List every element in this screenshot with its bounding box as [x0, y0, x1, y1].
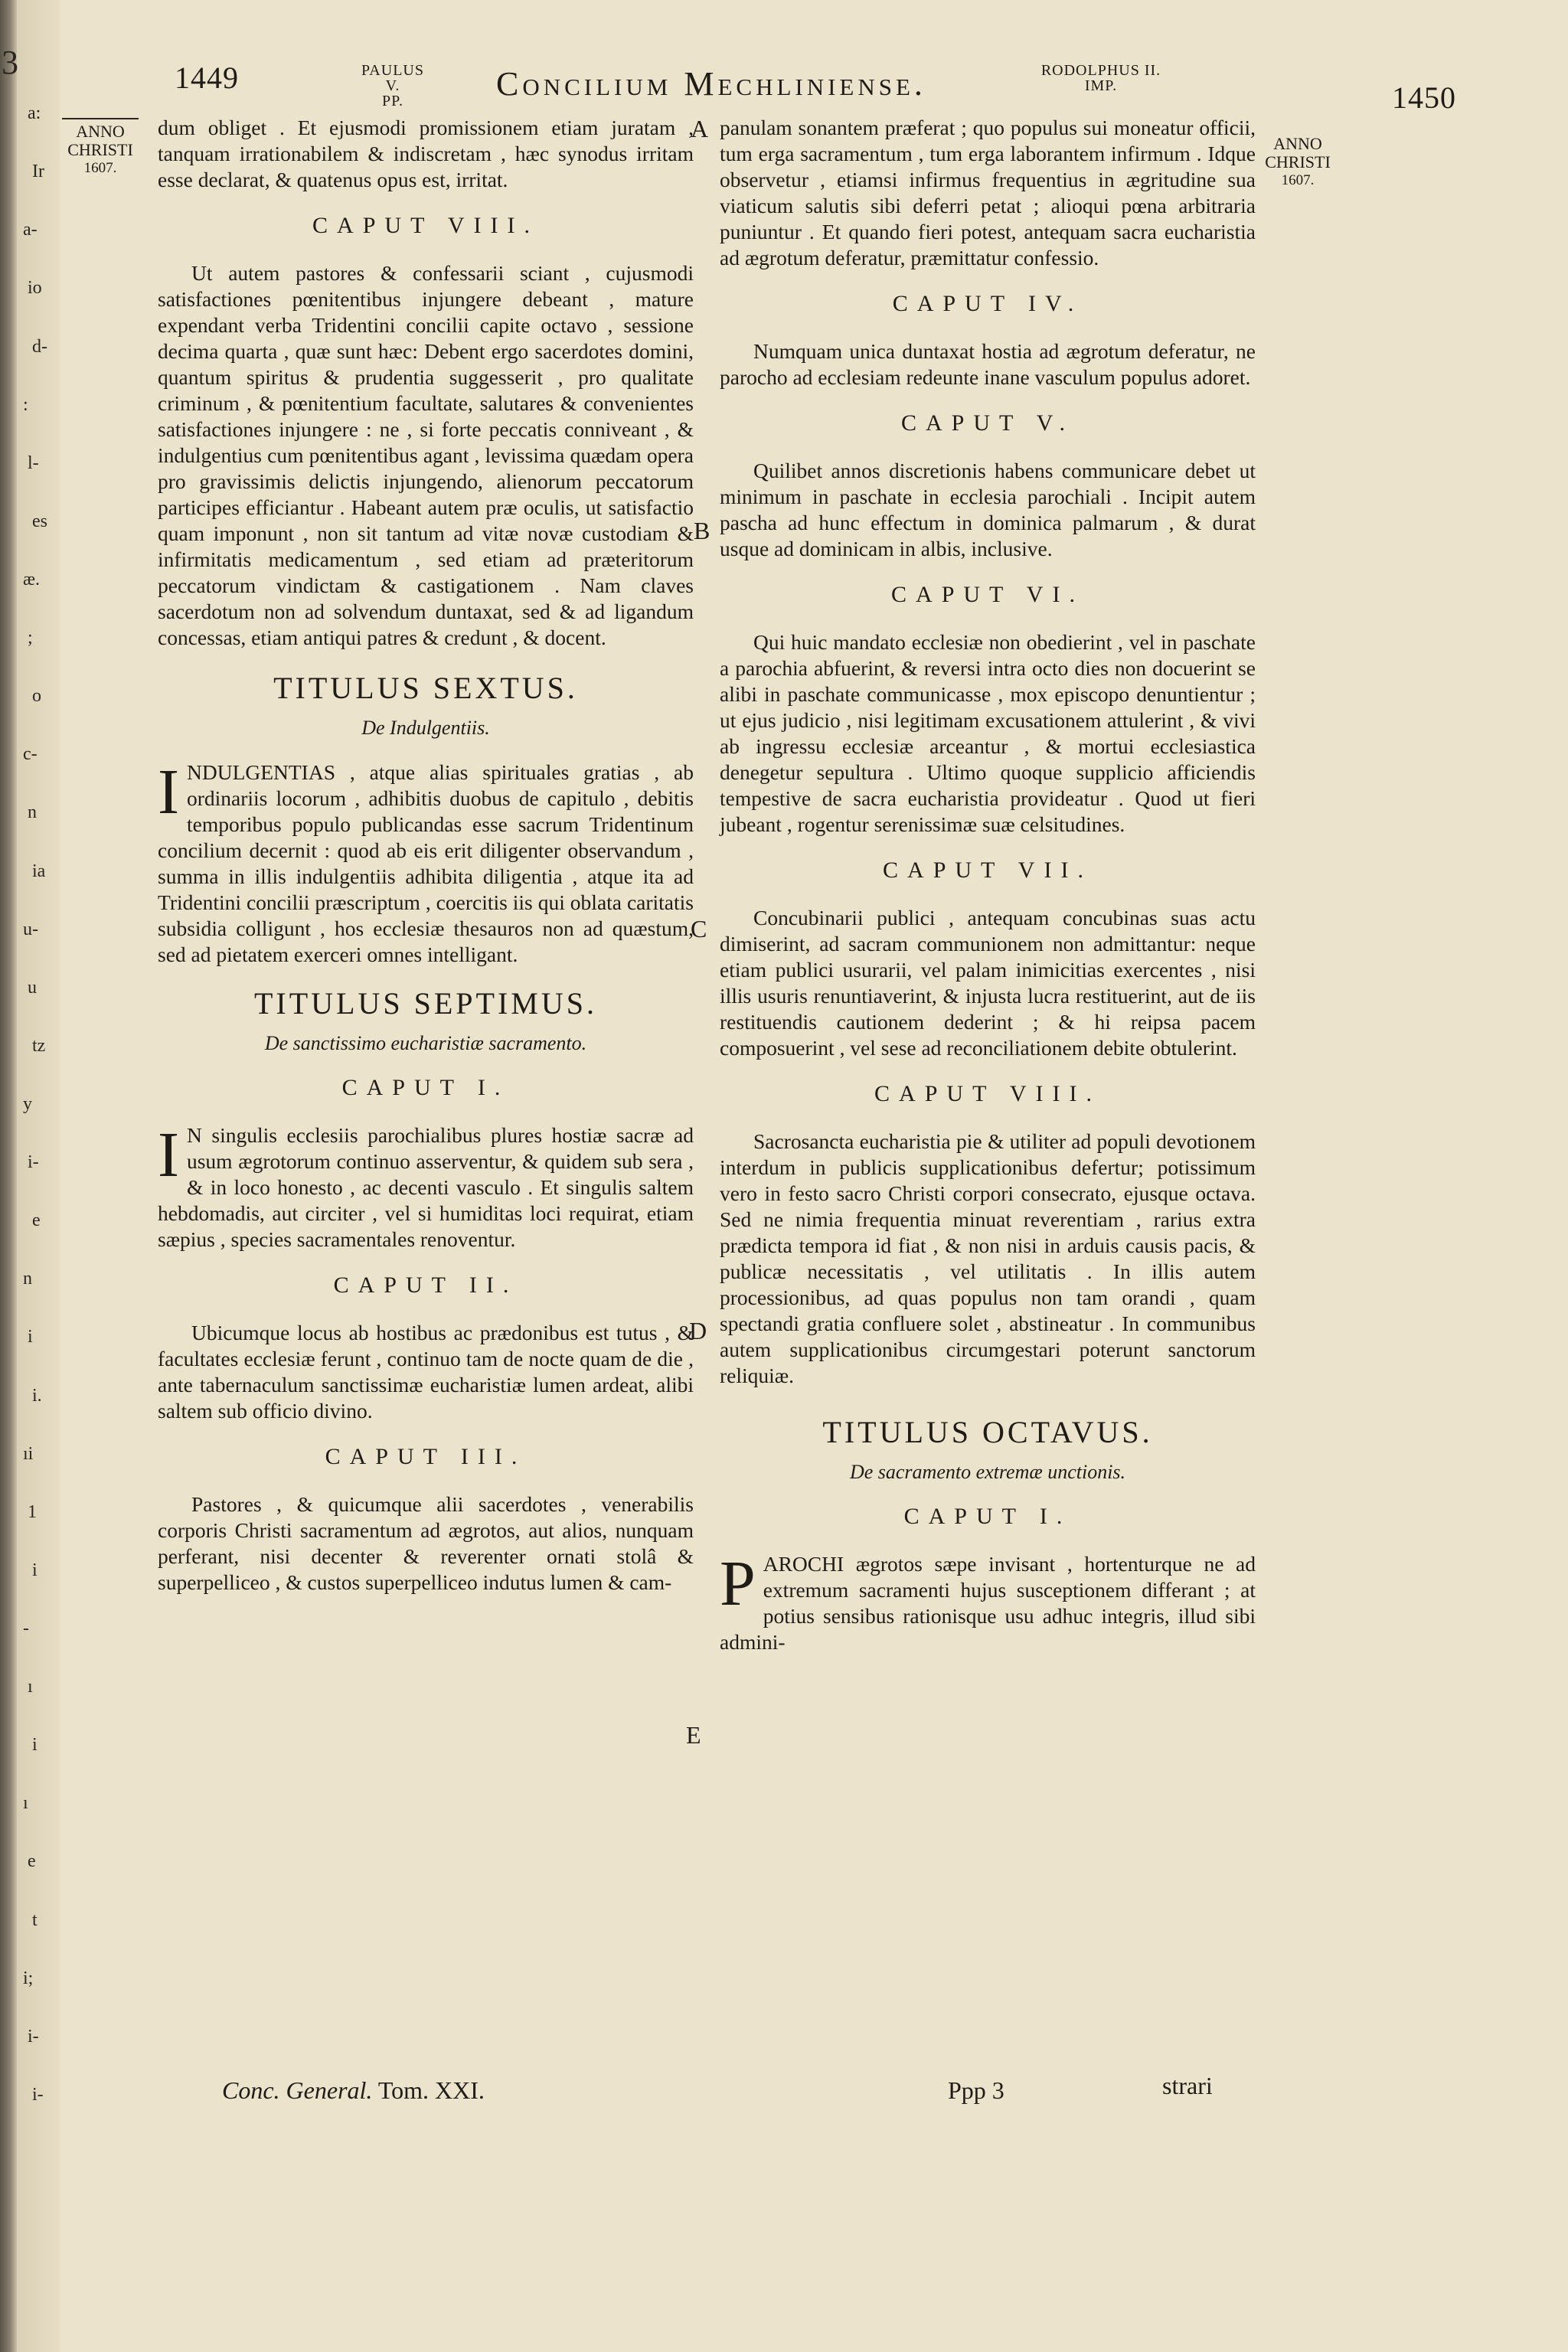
left-opening-paragraph: dum obliget . Et ejusmodi promissionem etiam juratam , tanquam irrationabilem & indiscretam , hæc synodus irritam esse declarat, & quatenus opus est, irritat. [158, 116, 694, 191]
right-caput1-heading: CAPUT I. [903, 1504, 1072, 1529]
previous-page-fragment: æ. [23, 570, 41, 590]
previous-page-fragment: o [32, 686, 41, 707]
previous-page-fragment: i [32, 1560, 38, 1580]
left-caput2-text: Ubicumque locus ab hostibus ac prædonibus est tutus , & facultates ecclesiæ ferunt , continuo tam de nocte quam de die , ante tabernaculum sanctissimæ eucharistiæ lumen ardeat, alibi saltem sub officio divino. [158, 1321, 694, 1423]
previous-page-fragment: i- [28, 1152, 39, 1173]
running-title: Concilium Mechliniense. [496, 65, 926, 103]
titulus-sextus-subtitle: De Indulgentiis. [361, 717, 490, 739]
previous-page-fragment: u- [23, 919, 38, 939]
left-caput3-text: Pastores , & quicumque alii sacerdotes , venerabilis corporis Christi sacramentum ad ægrotos, aut alios, nunquam perferant, nisi decenter & reverenter ornati stolâ & superpelliceo , & custos superpelliceo indutus lumen & cam- [158, 1492, 694, 1594]
book-binding-edge [0, 0, 17, 2352]
right-caput1-paragraph: PAROCHI ægrotos sæpe invisant , hortenturque ne ad extremum sacramenti hujus susceptionem differant ; at potius sensibus rationisque usu adhuc integris, illud sibi admini- [720, 1548, 1256, 1654]
previous-page-fragment: i [32, 1735, 38, 1756]
page-number-left: 1449 [175, 60, 239, 95]
right-caput8-text: Sacrosancta eucharistia pie & utiliter ad populi devotionem interdum in publicis supplicationibus defertur; potissimum vero in festo sacro Christi corpori consecrato, ejusque octava. Sed ne nimia frequentia minuat reverentiam , rarius extra prædicta tempora id fiat , & non nisi in arduis causis pacis, & publicæ necessitatis , vel utilitatis . In illis autem processionibus, ad quas populus non tam orandi , quam spectandi gratia confluere solet , abstineatur . In communibus autem supplicationibus circumgestari poterunt sanctorum reliquiæ. [720, 1129, 1256, 1387]
right-caput6-heading: CAPUT VI. [891, 582, 1084, 607]
previous-page-fragment: y [23, 1094, 32, 1114]
titulus-sextus-paragraph: INDULGENTIAS , atque alias spirituales gratias , ab ordinariis locorum , adhibitis duobus de capitulo , debitis temporibus populo publicandas esse sacrum Tridentinum concilium decernit : quod ab eis erit diligenter observandum , summa in illis indulgentiis adhibita diligentia , atque ita ad Tridentini concilii præscriptum , coercitis iis qui oblata caritatis subsidia colligunt , hos ecclesiæ thesauros non ad quæstum, sed ad pietatem exerceri omnes intelligant. [158, 756, 694, 966]
previous-page-fragment: i [28, 1327, 33, 1348]
margin-letter-a: A [691, 115, 709, 142]
left-caput2-heading: CAPUT II. [333, 1272, 518, 1298]
previous-page-fragment: i- [32, 2084, 44, 2105]
right-caput4-heading: CAPUT IV. [892, 291, 1083, 316]
previous-page-fragment: ; [28, 628, 33, 648]
previous-page-fragment: u [28, 977, 37, 998]
emperor-label [1032, 63, 1170, 93]
signature-tome: Tom. XXI. [377, 2076, 485, 2104]
previous-page-fragment: ia [32, 861, 46, 881]
drop-cap-i: I [158, 756, 179, 828]
previous-page-fragment: e [28, 1851, 36, 1872]
emperor-abbr: IMP. [1084, 77, 1118, 94]
previous-page-fragment: - [23, 1619, 29, 1638]
margin-letter-b: B [694, 517, 710, 544]
right-caput7-heading: CAPUT VII. [883, 858, 1093, 883]
previous-page-fragment: ı [28, 1677, 33, 1697]
pope-name: PAULUS V. [361, 62, 424, 94]
previous-page-fragment: io [28, 278, 42, 299]
drop-cap-i-2: I [158, 1119, 179, 1191]
previous-page-fragment: l- [28, 452, 39, 473]
right-opening-paragraph: panulam sonantem præferat ; quo populus sui moneatur officii, tum erga sacramentum , tum erga laborantem infirmum . Idque observetur , etiamsi infirmus frequentius in ægritudine sua viaticum salutis sibi deferri petat ; alioqui pœna arbitraria puniuntur . Et quando fieri potest, antequam sacra eucharistia ad ægrotum deferatur, præmittatur confessio. [720, 116, 1256, 270]
previous-page-fragment: i; [23, 1968, 34, 1988]
previous-page-fragment: n [23, 1269, 32, 1289]
left-caput8-heading: CAPUT VIII. [312, 213, 539, 238]
previous-page-fragment: e [32, 1210, 41, 1231]
catchword: strari [1162, 2072, 1213, 2099]
margin-letter-d: D [689, 1317, 707, 1344]
previous-page-fragment: es [32, 511, 47, 531]
right-caput5-heading: CAPUT V. [900, 410, 1075, 436]
previous-page-fragment: tz [32, 1035, 46, 1056]
right-caput6-text: Qui huic mandato ecclesiæ non obedierint , vel in paschate a parochia abfuerint, & reversi intra octo dies non docuerint se alibi in paschate communicasse , mox episcopo denuntientur ; ut ejus judicio , nisi legitimam excusationem attulerint , & vivi ab ingressu ecclesiæ arceantur , & mortui ecclesiastica denegetur sepultura . Ultimo quoque supplicio afficiendis tempestive de sacra eucharistia provideatur . Quod ut fieri jubeant , rogentur serenissimæ suæ celsitudines. [720, 630, 1256, 836]
previous-page-fragment: d- [32, 336, 47, 357]
signature-italic: Conc. General. [222, 2076, 373, 2104]
previous-page-fragment: n [28, 802, 37, 823]
drop-cap-p: P [720, 1548, 756, 1619]
pope-abbr: PP. [381, 93, 404, 109]
anno-note-right: ANNO CHRISTI 1607. [1265, 134, 1331, 188]
margin-letter-e: E [686, 1721, 701, 1749]
previous-page-fragment: 1 [28, 1501, 37, 1522]
left-caput3-heading: CAPUT III. [325, 1444, 527, 1469]
previous-page-fragment: : [23, 394, 28, 415]
titulus-sextus-heading: TITULUS SEXTUS. [273, 671, 578, 705]
previous-page-fragment: i. [32, 1385, 42, 1406]
right-column [720, 115, 1256, 1655]
signature-mark: Ppp 3 [948, 2076, 1004, 2104]
signature-line [222, 2076, 485, 2105]
titulus-octavus-subtitle: De sacramento extremæ unctionis. [849, 1461, 1126, 1483]
page-number-right: 1450 [1392, 80, 1456, 115]
titulus-septimus-subtitle: De sanctissimo eucharistiæ sacramento. [264, 1032, 587, 1054]
left-column [158, 115, 694, 1596]
left-caput8-text: Ut autem pastores & confessarii sciant , cujusmodi satisfactiones pœnitentibus injungere debeant , mature expendant verba Tridentini concilii capite octavo , sessione decima quarta , quæ sunt hæc: Debent ergo sacerdotes domini, quantum spiritus & prudentia suggesserit , pro qualitate criminum , & pœnitentium facultate, salutares & convenientes satisfactiones injungere : ne , si forte peccatis conniveant , & indulgentius cum pœnitentibus agant , levissima quædam opera pro gravissimis delictis injungendo, alienorum peccatorum participes efficiantur . Habeant autem præ oculis, ut satisfactio quam imponunt , non sit tantum ad vitæ novæ custodiam & infirmitatis medicamentum , sed etiam ad præteritorum peccatorum vindictam & castigationem . Nam claves sacerdotum non ad solvendum duntaxat, sed & ad ligandum concessas, etiam antiqui patres & credunt , & docent. [158, 261, 694, 649]
right-caput4-text: Numquam unica duntaxat hostia ad ægrotum deferatur, ne parocho ad ecclesiam redeunte inane vasculum populus adoret. [720, 339, 1256, 389]
emperor-name: RODOLPHUS II. [1040, 62, 1161, 79]
previous-page-fragment: t [32, 1909, 38, 1930]
previous-page-fragment: Ir [32, 162, 44, 182]
previous-page-fragment: ıi [23, 1443, 34, 1464]
titulus-septimus-heading: TITULUS SEPTIMUS. [253, 986, 598, 1021]
left-caput1-paragraph: I N singulis ecclesiis parochialibus plures hostiæ sacræ ad usum ægrotorum continuo asserventur, & quidem sub sera , & in loco honesto , ac decenti vasculo . Et singulis saltem hebdomadis, aut circiter , vel si humiditas loci requirat, etiam sæpius , species sacramentales renoventur. [158, 1119, 694, 1251]
right-caput5-text: Quilibet annos discretionis habens communicare debet ut minimum in paschate in ecclesia parochiali . Incipit autem pascha ad hunc effectum in dominica palmarum , & durat usque ad dominicam in albis, inclusive. [720, 459, 1256, 560]
right-caput8-heading: CAPUT VIII. [874, 1081, 1101, 1106]
titulus-octavus-heading: TITULUS OCTAVUS. [822, 1415, 1153, 1449]
previous-page-fragment: a: [28, 103, 41, 124]
previous-page-fragment: i- [28, 2026, 39, 2047]
previous-page-fragment: 3 [2, 44, 18, 81]
left-caput1-heading: CAPUT I. [341, 1075, 510, 1100]
right-caput7-text: Concubinarii publici , antequam concubinas suas actu dimiserint, ad sacram communionem non admittantur: neque etiam publici usurarii, vel palam inimicitias exercentes , nisi illis usuris renuntiaverint, & injusta lucra restituerint, aut de iis restituendis cautionem dederint ; & hi reipsa pacem composuerint , vel sese ad reconciliationem debite obtulerint. [720, 906, 1256, 1060]
previous-page-fragment: a- [23, 220, 38, 240]
margin-letter-c: C [691, 915, 707, 942]
previous-page-fragment: c- [23, 744, 38, 765]
previous-page-fragment: ı [23, 1793, 28, 1814]
pope-label [358, 63, 427, 109]
page-sheet [60, 0, 1568, 2352]
anno-note-left: ANNO CHRISTI 1607. [58, 118, 142, 178]
